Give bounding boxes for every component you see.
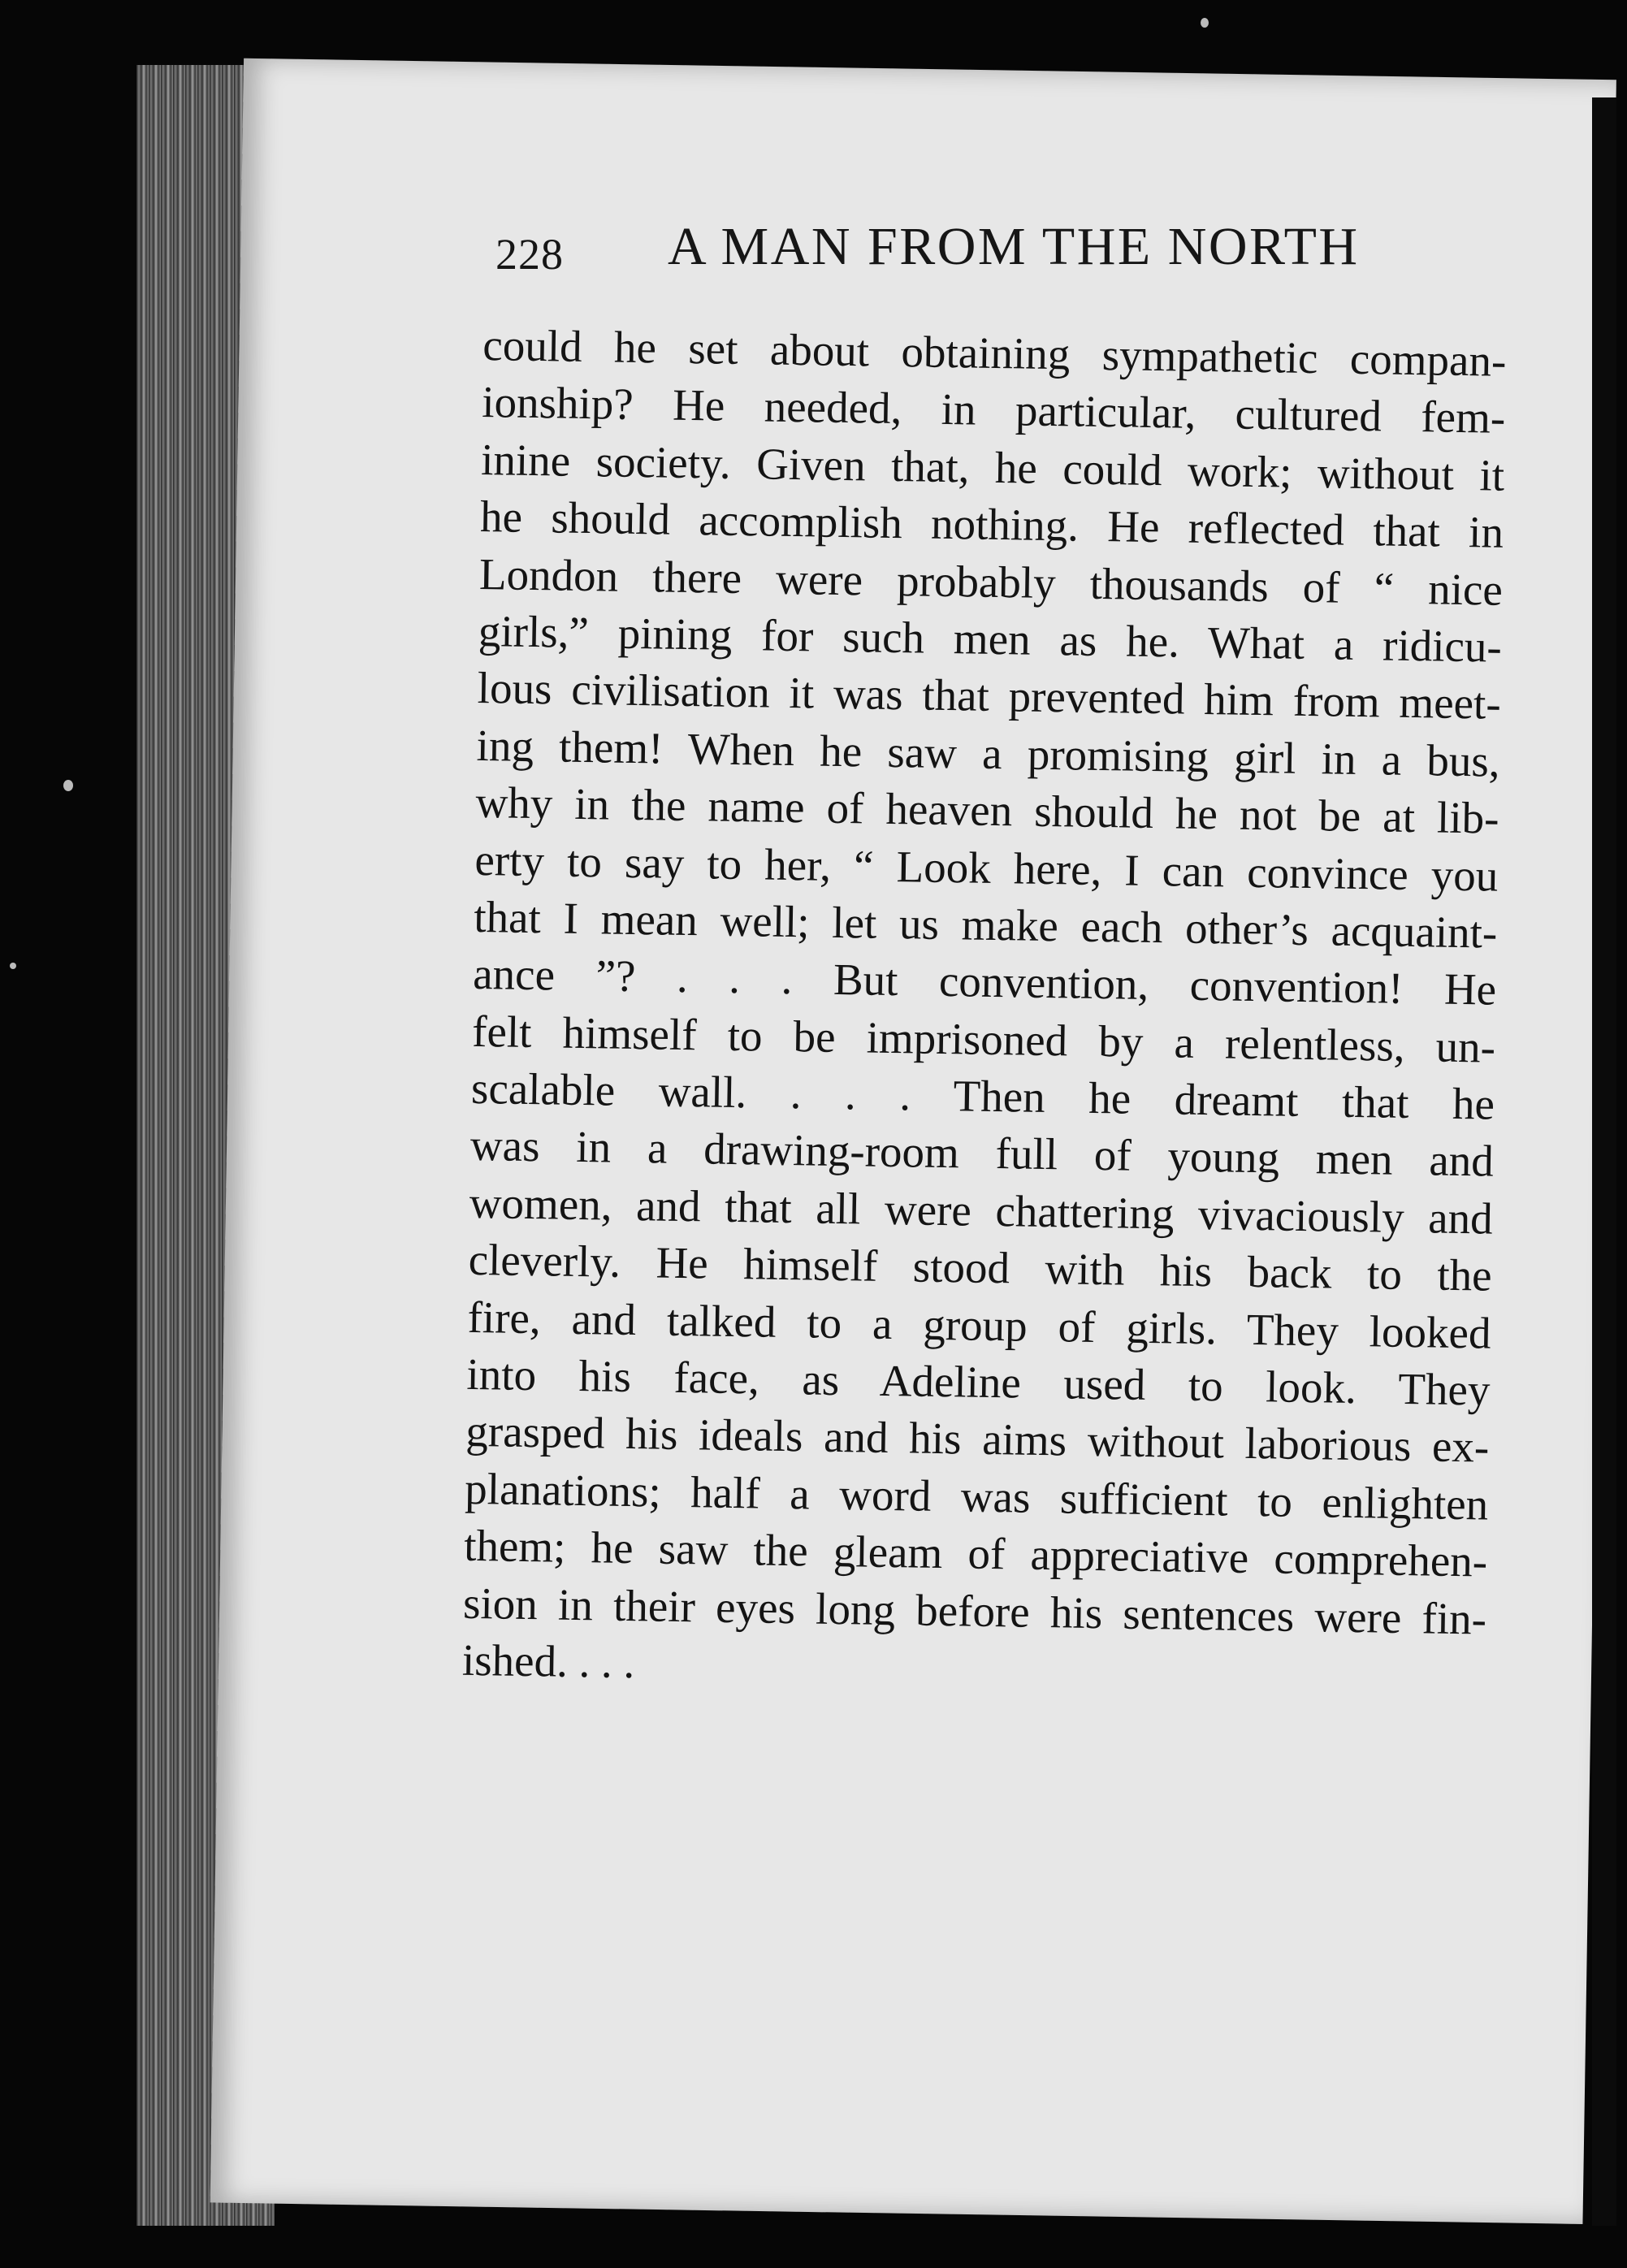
text-line: grasped his ideals and his aims without laborious ex-	[465, 1406, 1490, 1473]
text-line: ance ”? . . . But convention, convention! He	[472, 949, 1497, 1015]
text-line: planations; half a word was sufficient to enlighten	[464, 1463, 1489, 1530]
text-line: he should accomplish nothing. He reflected that in	[479, 491, 1504, 557]
text-line: cleverly. He himself stood with his back to the	[468, 1235, 1493, 1301]
text-line: into his face, as Adeline used to look. They	[466, 1348, 1491, 1415]
text-line: ionship? He needed, in particular, cultured fem-	[481, 377, 1506, 444]
text-line: London there were probably thousands of “ nice	[478, 548, 1504, 615]
text-line: felt himself to be imprisoned by a relentless, un-	[471, 1006, 1496, 1072]
running-title: A MAN FROM THE NORTH	[668, 217, 1360, 276]
text-line: could he set about obtaining sympathetic compan-	[482, 319, 1507, 386]
scan-speck	[10, 963, 16, 969]
scan-speck	[1201, 18, 1209, 28]
text-line: women, and that all were chattering vivaciously and	[469, 1177, 1494, 1244]
text-line: erty to say to her, “ Look here, I can convince you	[474, 834, 1499, 901]
body-text	[461, 317, 1506, 1705]
text-line: why in the name of heaven should he not be at lib-	[475, 777, 1499, 843]
text-line: was in a drawing-room full of young men and	[469, 1120, 1495, 1187]
page-number: 228	[495, 230, 564, 279]
running-head	[252, 154, 1405, 279]
text-line: fire, and talked to a group of girls. They looked	[467, 1292, 1491, 1358]
text-line: lous civilisation it was that prevented him from meet-	[477, 663, 1502, 729]
text-line: ing them! When he saw a promising girl in a bus,	[476, 720, 1501, 786]
text-line: them; he saw the gleam of appreciative comprehen-	[463, 1521, 1488, 1586]
text-line: scalable wall. . . . Then he dreamt that he	[470, 1063, 1495, 1129]
text-line: ished. . . .	[461, 1634, 635, 1688]
scan-speck	[63, 780, 73, 791]
text-line: girls,” pining for such men as he. What a ridicu-	[478, 605, 1503, 672]
text-line: sion in their eyes long before his sentences were fin-	[462, 1578, 1487, 1644]
page-right-shadow	[1592, 97, 1616, 2226]
text-line: that I mean well; let us make each other’s acquaint-	[473, 891, 1498, 958]
text-line: inine society. Given that, he could work; without it	[480, 434, 1505, 500]
